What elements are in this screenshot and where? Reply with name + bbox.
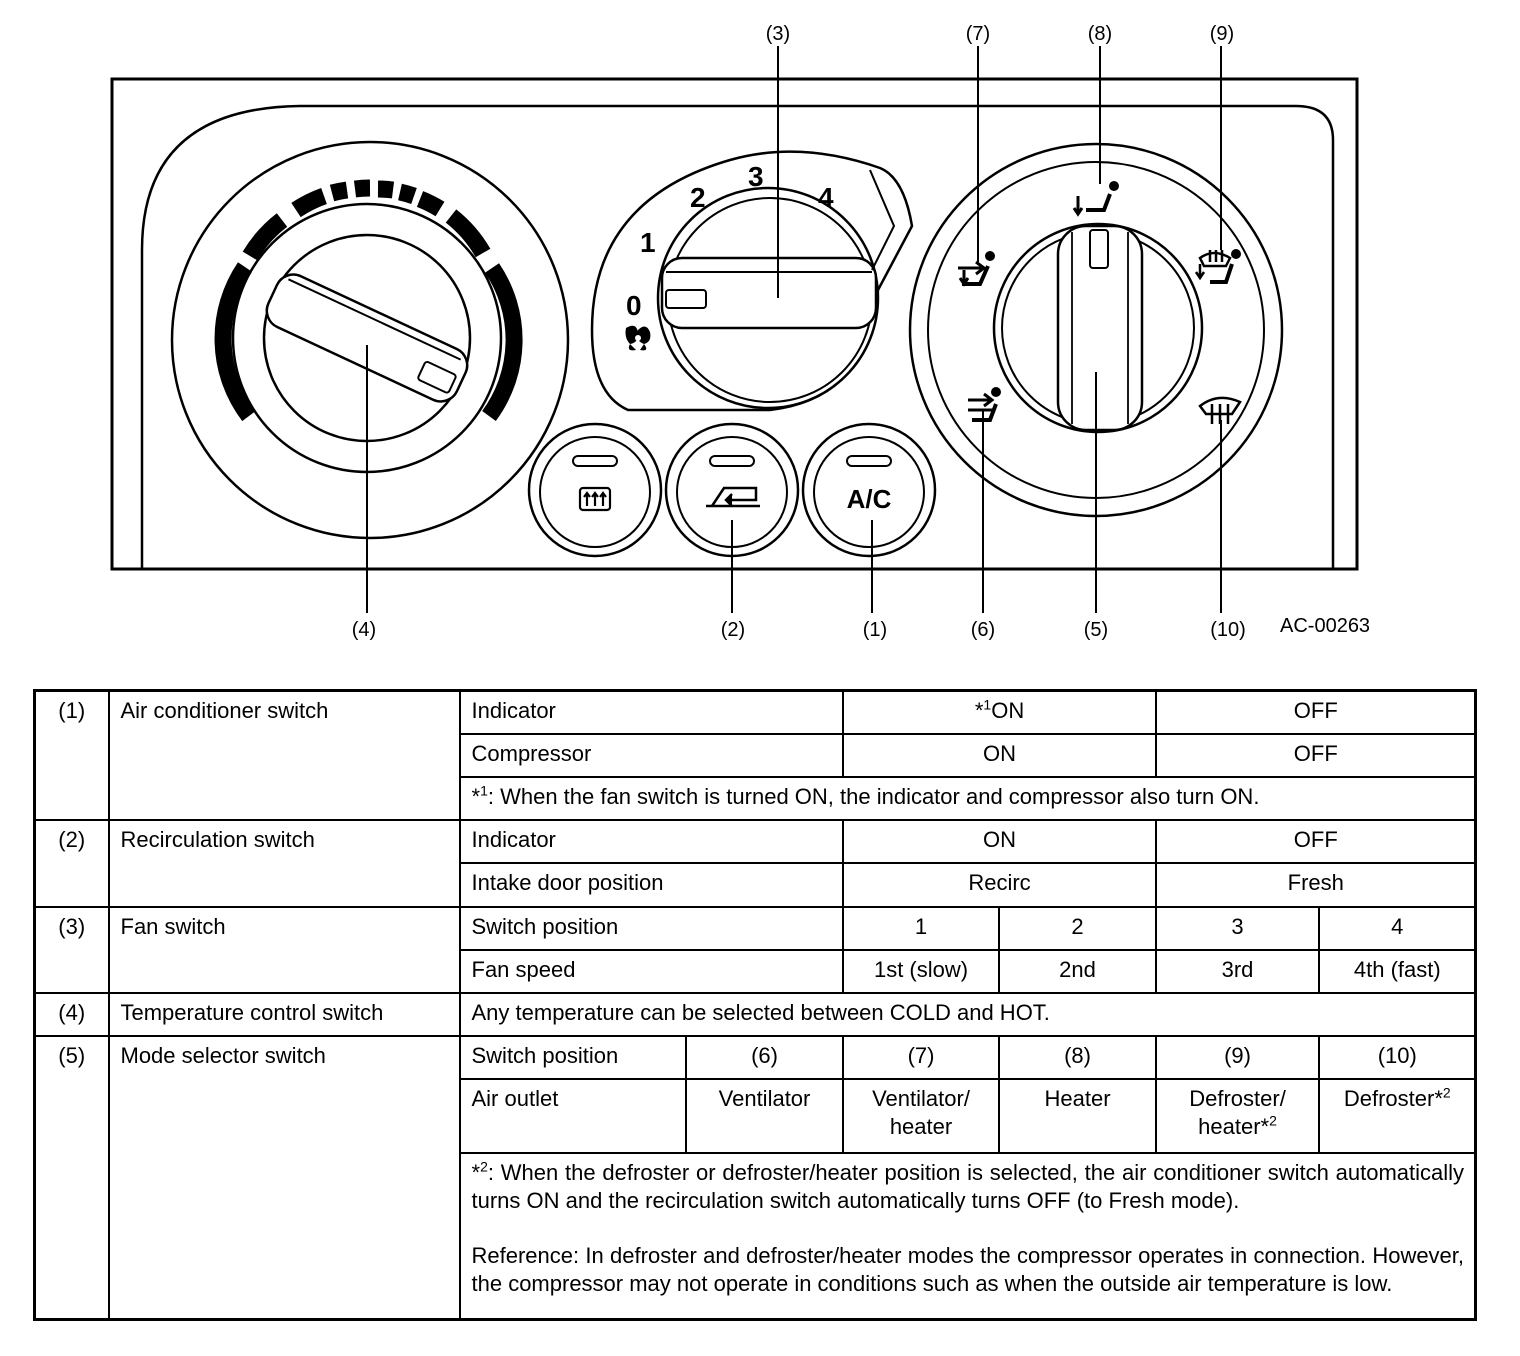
cell-label: Intake door position <box>460 863 843 906</box>
row-number: (1) <box>35 691 109 821</box>
callout-1: (1) <box>862 619 888 641</box>
fan-label-3: 3 <box>748 161 764 192</box>
ac-button-label: A/C <box>846 484 892 514</box>
compressor-off-cell: OFF <box>1156 734 1476 777</box>
temperature-description: Any temperature can be selected between COLD and HOT. <box>460 993 1476 1036</box>
callout-2: (2) <box>720 619 746 641</box>
rear-defogger-icon <box>580 488 610 510</box>
switch-function-table <box>33 689 1477 1321</box>
mode-position-cell: (7) <box>843 1036 999 1079</box>
recirc-indicator-on-cell: ON <box>843 820 1156 863</box>
switch-name: Fan switch <box>109 907 460 993</box>
fan-label-2: 2 <box>690 182 706 213</box>
table-row <box>35 820 1476 863</box>
fan-label-4: 4 <box>818 182 834 213</box>
mode-knob-bar-icon <box>1058 226 1142 430</box>
fan-position-cell: 3 <box>1156 907 1319 950</box>
fan-position-cell: 2 <box>999 907 1156 950</box>
ac-indicator-on-cell: *$^1$ON <box>843 691 1156 735</box>
fan-speed-cell: 2nd <box>999 950 1156 993</box>
temperature-scale-icon <box>223 188 514 416</box>
fan-speed-cell: 1st (slow) <box>843 950 999 993</box>
table-row <box>35 907 1476 950</box>
fan-knob-bar-icon <box>662 258 876 328</box>
vent-ventilator-icon <box>968 387 1001 420</box>
figure-code: AC-00263 <box>1280 615 1371 637</box>
row-number: (2) <box>35 820 109 906</box>
row-number: (5) <box>35 1036 109 1320</box>
cell-label: Indicator <box>460 820 843 863</box>
callout-9: (9) <box>1209 23 1235 45</box>
cell-label: Air outlet <box>460 1079 686 1153</box>
recirculation-icon <box>706 488 760 506</box>
fan-position-cell: 4 <box>1319 907 1476 950</box>
mode-position-cell: (8) <box>999 1036 1156 1079</box>
fan-label-0: 0 <box>626 290 642 321</box>
outlet-heater-cell: Heater <box>999 1079 1156 1153</box>
temperature-control-switch[interactable] <box>172 142 568 538</box>
footnote-2: *$^2$: When the defroster or defroster/heater position is selected, the air conditioner switch automatically turns ON and the recirculation switch automatically turns OFF (to Fresh mode). Reference: In defroster and defroster/heater modes the compressor operates in connection. However, the compressor may not operate in conditions such as when the outside air temperature is low. <box>460 1153 1476 1319</box>
row-number: (3) <box>35 907 109 993</box>
fan-label-1: 1 <box>640 227 656 258</box>
row-number: (4) <box>35 993 109 1036</box>
cell-label: Fan speed <box>460 950 843 993</box>
fan-switch[interactable] <box>592 152 912 410</box>
switch-name: Air conditioner switch <box>109 691 460 821</box>
callout-4: (4) <box>351 619 377 641</box>
fan-speed-cell: 3rd <box>1156 950 1319 993</box>
callout-5: (5) <box>1083 619 1109 641</box>
intake-off-cell: Fresh <box>1156 863 1476 906</box>
callout-10: (10) <box>1210 619 1246 641</box>
table-row <box>35 1036 1476 1079</box>
air-conditioner-button[interactable] <box>803 424 935 556</box>
reference-note: Reference: In defroster and defroster/heater modes the compressor operates in connection. However, the compressor may not operate in conditions such as when the outside air temperature is low. <box>471 1243 1465 1297</box>
cell-label: Switch position <box>460 1036 686 1079</box>
defroster-heater-icon <box>1196 249 1241 282</box>
callout-7: (7) <box>965 23 991 45</box>
table-row <box>35 691 1476 735</box>
table-row <box>35 993 1476 1036</box>
switch-name: Recirculation switch <box>109 820 460 906</box>
rear-defogger-button[interactable] <box>529 424 661 556</box>
ac-indicator-off-cell: OFF <box>1156 691 1476 735</box>
cell-label: Compressor <box>460 734 843 777</box>
callout-3: (3) <box>765 23 791 45</box>
fan-icon <box>626 326 651 351</box>
switch-name: Mode selector switch <box>109 1036 460 1320</box>
callout-8: (8) <box>1087 23 1113 45</box>
fan-position-cell: 1 <box>843 907 999 950</box>
mode-position-cell: (6) <box>686 1036 843 1079</box>
fan-speed-cell: 4th (fast) <box>1319 950 1476 993</box>
outlet-ventilator-cell: Ventilator <box>686 1079 843 1153</box>
control-panel-diagram <box>0 0 1520 660</box>
compressor-on-cell: ON <box>843 734 1156 777</box>
mode-position-cell: (9) <box>1156 1036 1319 1079</box>
outlet-defroster-heater-cell: Defroster/ heater*$^2$ <box>1156 1079 1319 1153</box>
cell-label: Indicator <box>471 698 556 723</box>
mode-position-cell: (10) <box>1319 1036 1476 1079</box>
outlet-ventilator-heater-cell: Ventilator/ heater <box>843 1079 999 1153</box>
callout-6: (6) <box>970 619 996 641</box>
recirc-indicator-off-cell: OFF <box>1156 820 1476 863</box>
footnote-1: *$^1$: When the fan switch is turned ON, the indicator and compressor also turn ON. <box>460 777 1476 820</box>
cell-label: Switch position <box>460 907 843 950</box>
heater-icon <box>1074 181 1119 214</box>
switch-name: Temperature control switch <box>109 993 460 1036</box>
vent-ventilator-heater-icon <box>958 251 995 284</box>
intake-on-cell: Recirc <box>843 863 1156 906</box>
outlet-defroster-cell: Defroster*$^2$ <box>1319 1079 1476 1153</box>
